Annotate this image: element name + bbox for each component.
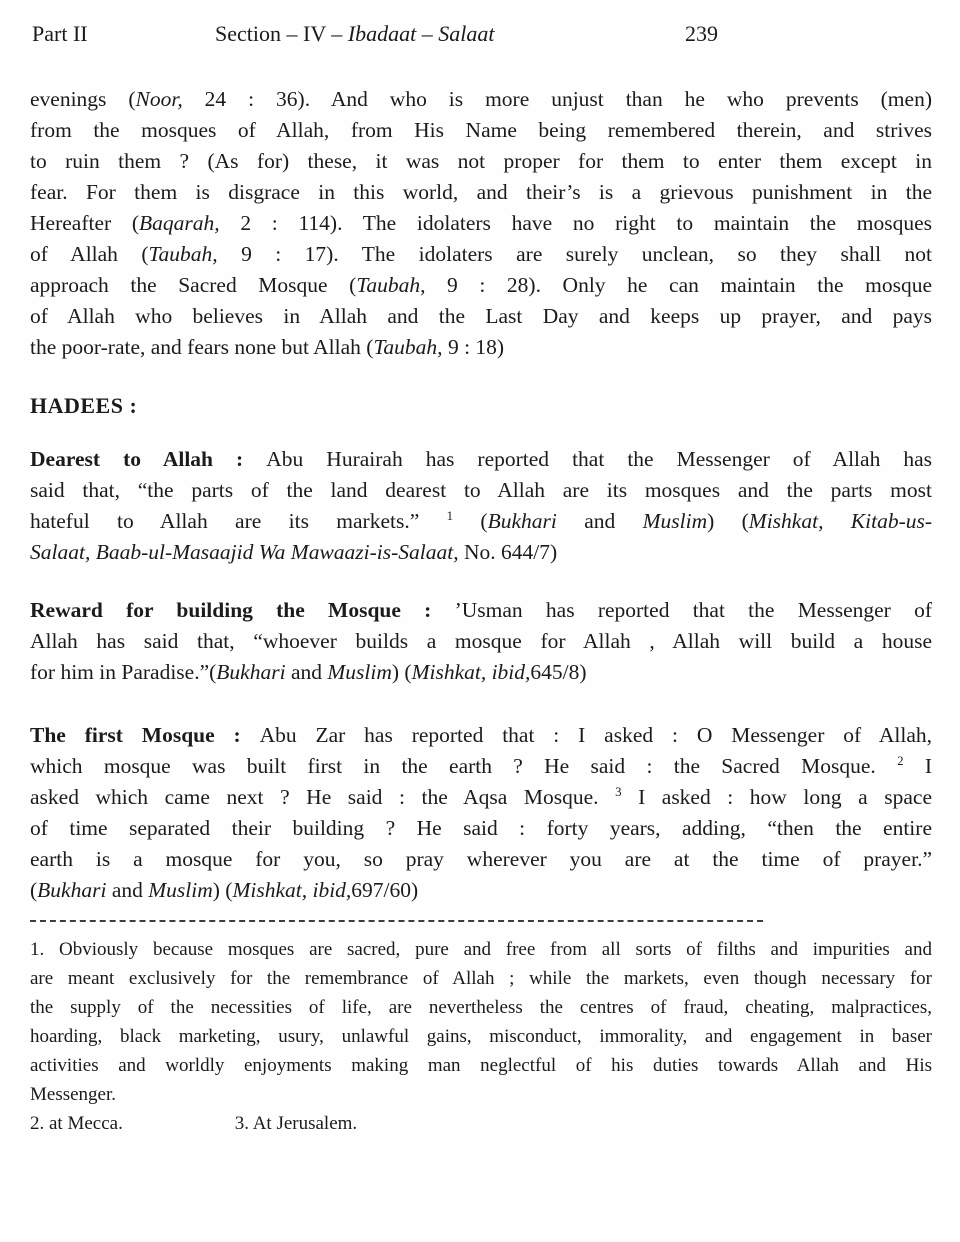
text-line: evenings (Noor, 24 : 36). And who is more unjust than he who prevents (men)	[30, 87, 932, 111]
text-line: said that, “the parts of the land dearest to Allah are its mosques and the parts most	[30, 478, 932, 502]
section-title-italic: Ibadaat – Salaat	[347, 21, 495, 46]
paragraph-first-mosque	[30, 720, 932, 906]
text-line: activities and worldly enjoyments making man neglectful of his duties towards Allah and His	[30, 1055, 932, 1076]
text-line: hoarding, black marketing, usury, unlawful gains, misconduct, immorality, and engagement in baser	[30, 1026, 932, 1047]
text-line: for him in Paradise.”(Bukhari and Muslim) (Mishkat, ibid,645/8)	[30, 660, 587, 684]
text-line: Dearest to Allah : Abu Hurairah has reported that the Messenger of Allah has	[30, 447, 933, 471]
page-number: 239	[685, 21, 718, 46]
hadees-heading: HADEES :	[30, 393, 138, 418]
text-line: asked which came next ? He said : the Aqsa Mosque. $^3$ I asked : how long a space	[30, 784, 932, 809]
text-line: of time separated their building ? He said : forty years, adding, “then the entire	[30, 816, 932, 840]
text-line: Reward for building the Mosque : ’Usman has reported that the Messenger of	[30, 598, 932, 622]
text-line: are meant exclusively for the remembrance of Allah ; while the markets, even though necessary for	[30, 968, 932, 989]
text-line: Hereafter (Baqarah, 2 : 114). The idolaters have no right to maintain the mosques	[30, 211, 932, 235]
page-header	[30, 18, 932, 50]
text-line: approach the Sacred Mosque (Taubah, 9 : 28). Only he can maintain the mosque	[30, 273, 932, 297]
paragraph-dearest-to-allah	[30, 444, 932, 568]
footnote-row	[30, 1109, 932, 1138]
section-title-plain: Section – IV –	[215, 21, 348, 46]
section-title	[215, 18, 494, 49]
footnote-separator-line	[30, 920, 763, 922]
text-line: The first Mosque : Abu Zar has reported that : I asked : O Messenger of Allah,	[30, 723, 932, 747]
text-line: Allah has said that, “whoever builds a mosque for Allah , Allah will build a house	[30, 629, 932, 653]
text-line: hateful to Allah are its markets.” $^1$ (Bukhari and Muslim) (Mishkat, Kitab-us-	[30, 508, 933, 533]
text-line: the supply of the necessities of life, are nevertheless the centres of fraud, cheating, malpractices,	[30, 997, 932, 1018]
text-line: Salaat, Baab-ul-Masaajid Wa Mawaazi-is-Salaat, No. 644/7)	[30, 540, 558, 564]
footnote-2: 2. at Mecca.	[30, 1113, 123, 1134]
text-line: which mosque was built first in the earth ? He said : the Sacred Mosque. $^2$ I	[30, 753, 932, 778]
part-label: Part II	[32, 21, 88, 46]
footnote-1	[30, 935, 932, 1109]
paragraph-reward-for-building	[30, 595, 932, 688]
text-line: to ruin them ? (As for) these, it was not proper for them to enter them except in	[30, 149, 932, 173]
text-line: earth is a mosque for you, so pray wherever you are at the time of prayer.”	[30, 847, 932, 871]
text-line: Messenger.	[30, 1084, 117, 1105]
text-line: of Allah who believes in Allah and the Last Day and keeps up prayer, and pays	[30, 304, 932, 328]
text-line: fear. For them is disgrace in this world, and their’s is a grievous punishment in the	[30, 180, 932, 204]
text-line: from the mosques of Allah, from His Name being remembered therein, and strives	[30, 118, 932, 142]
paragraph-quran-excerpt	[30, 84, 932, 363]
text-line: (Bukhari and Muslim) (Mishkat, ibid,697/60)	[30, 878, 419, 902]
footnote-3: 3. At Jerusalem.	[234, 1113, 358, 1134]
text-line: of Allah (Taubah, 9 : 17). The idolaters are surely unclean, so they shall not	[30, 242, 932, 266]
footnotes	[30, 935, 932, 1138]
text-line: the poor-rate, and fears none but Allah (Taubah, 9 : 18)	[30, 335, 505, 359]
text-line: 1. Obviously because mosques are sacred, pure and free from all sorts of filths and impurities and	[30, 939, 932, 960]
